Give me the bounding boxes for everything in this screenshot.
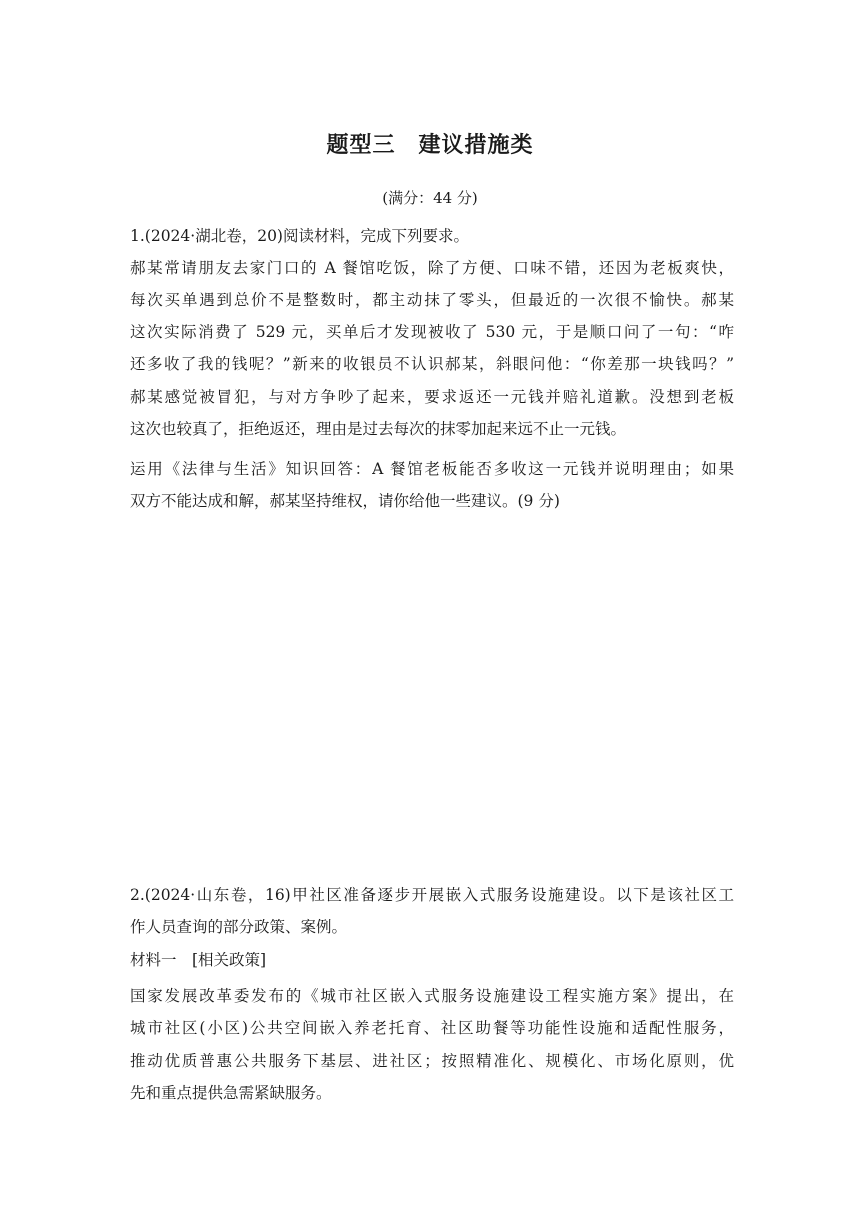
question-1-heading: 1.(2024·湖北卷，20)阅读材料，完成下列要求。 [130,227,469,245]
score-note: (满分：44 分) [382,189,478,207]
answer-space [130,520,734,870]
question-1-line: 郝某感觉被冒犯，与对方争吵了起来，要求返还一元钱并赔礼道歉。没想到老板 [130,388,734,406]
question-1-prompt: 运用《法律与生活》知识回答：A 餐馆老板能否多收这一元钱并说明理由；如果 [130,460,734,478]
question-2-heading: 2.(2024·山东卷，16)甲社区准备逐步开展嵌入式服务设施建设。以下是该社区工 [130,886,734,904]
question-1-line: 这次实际消费了 529 元，买单后才发现被收了 530 元，于是顺口问了一句：“咋 [130,323,734,341]
question-1-line: 这次也较真了，拒绝返还，理由是过去每次的抹零加起来远不止一元钱。 [130,420,627,438]
material-1-line: 国家发展改革委发布的《城市社区嵌入式服务设施建设工程实施方案》提出，在 [130,987,734,1005]
question-1-line: 每次买单遇到总价不是整数时，都主动抹了零头，但最近的一次很不愉快。郝某 [130,291,734,309]
page-title: 题型三 建议措施类 [326,133,534,158]
question-1-line: 郝某常请朋友去家门口的 A 餐馆吃饭，除了方便、口味不错，还因为老板爽快， [130,259,734,277]
material-1-line: 城市社区(小区)公共空间嵌入养老托育、社区助餐等功能性设施和适配性服务， [130,1019,734,1037]
question-1-line: 还多收了我的钱呢？”新来的收银员不认识郝某，斜眼问他：“你差那一块钱吗？” [130,355,734,373]
question-2-line: 作人员查询的部分政策、案例。 [130,918,348,936]
material-1-line: 先和重点提供急需紧缺服务。 [130,1084,332,1102]
material-1-line: 推动优质普惠公共服务下基层、进社区；按照精准化、规模化、市场化原则，优 [130,1052,734,1070]
material-1-label: 材料一 [相关政策] [130,951,267,969]
question-1-prompt: 双方不能达成和解，郝某坚持维权，请你给他一些建议。(9 分) [130,492,560,510]
